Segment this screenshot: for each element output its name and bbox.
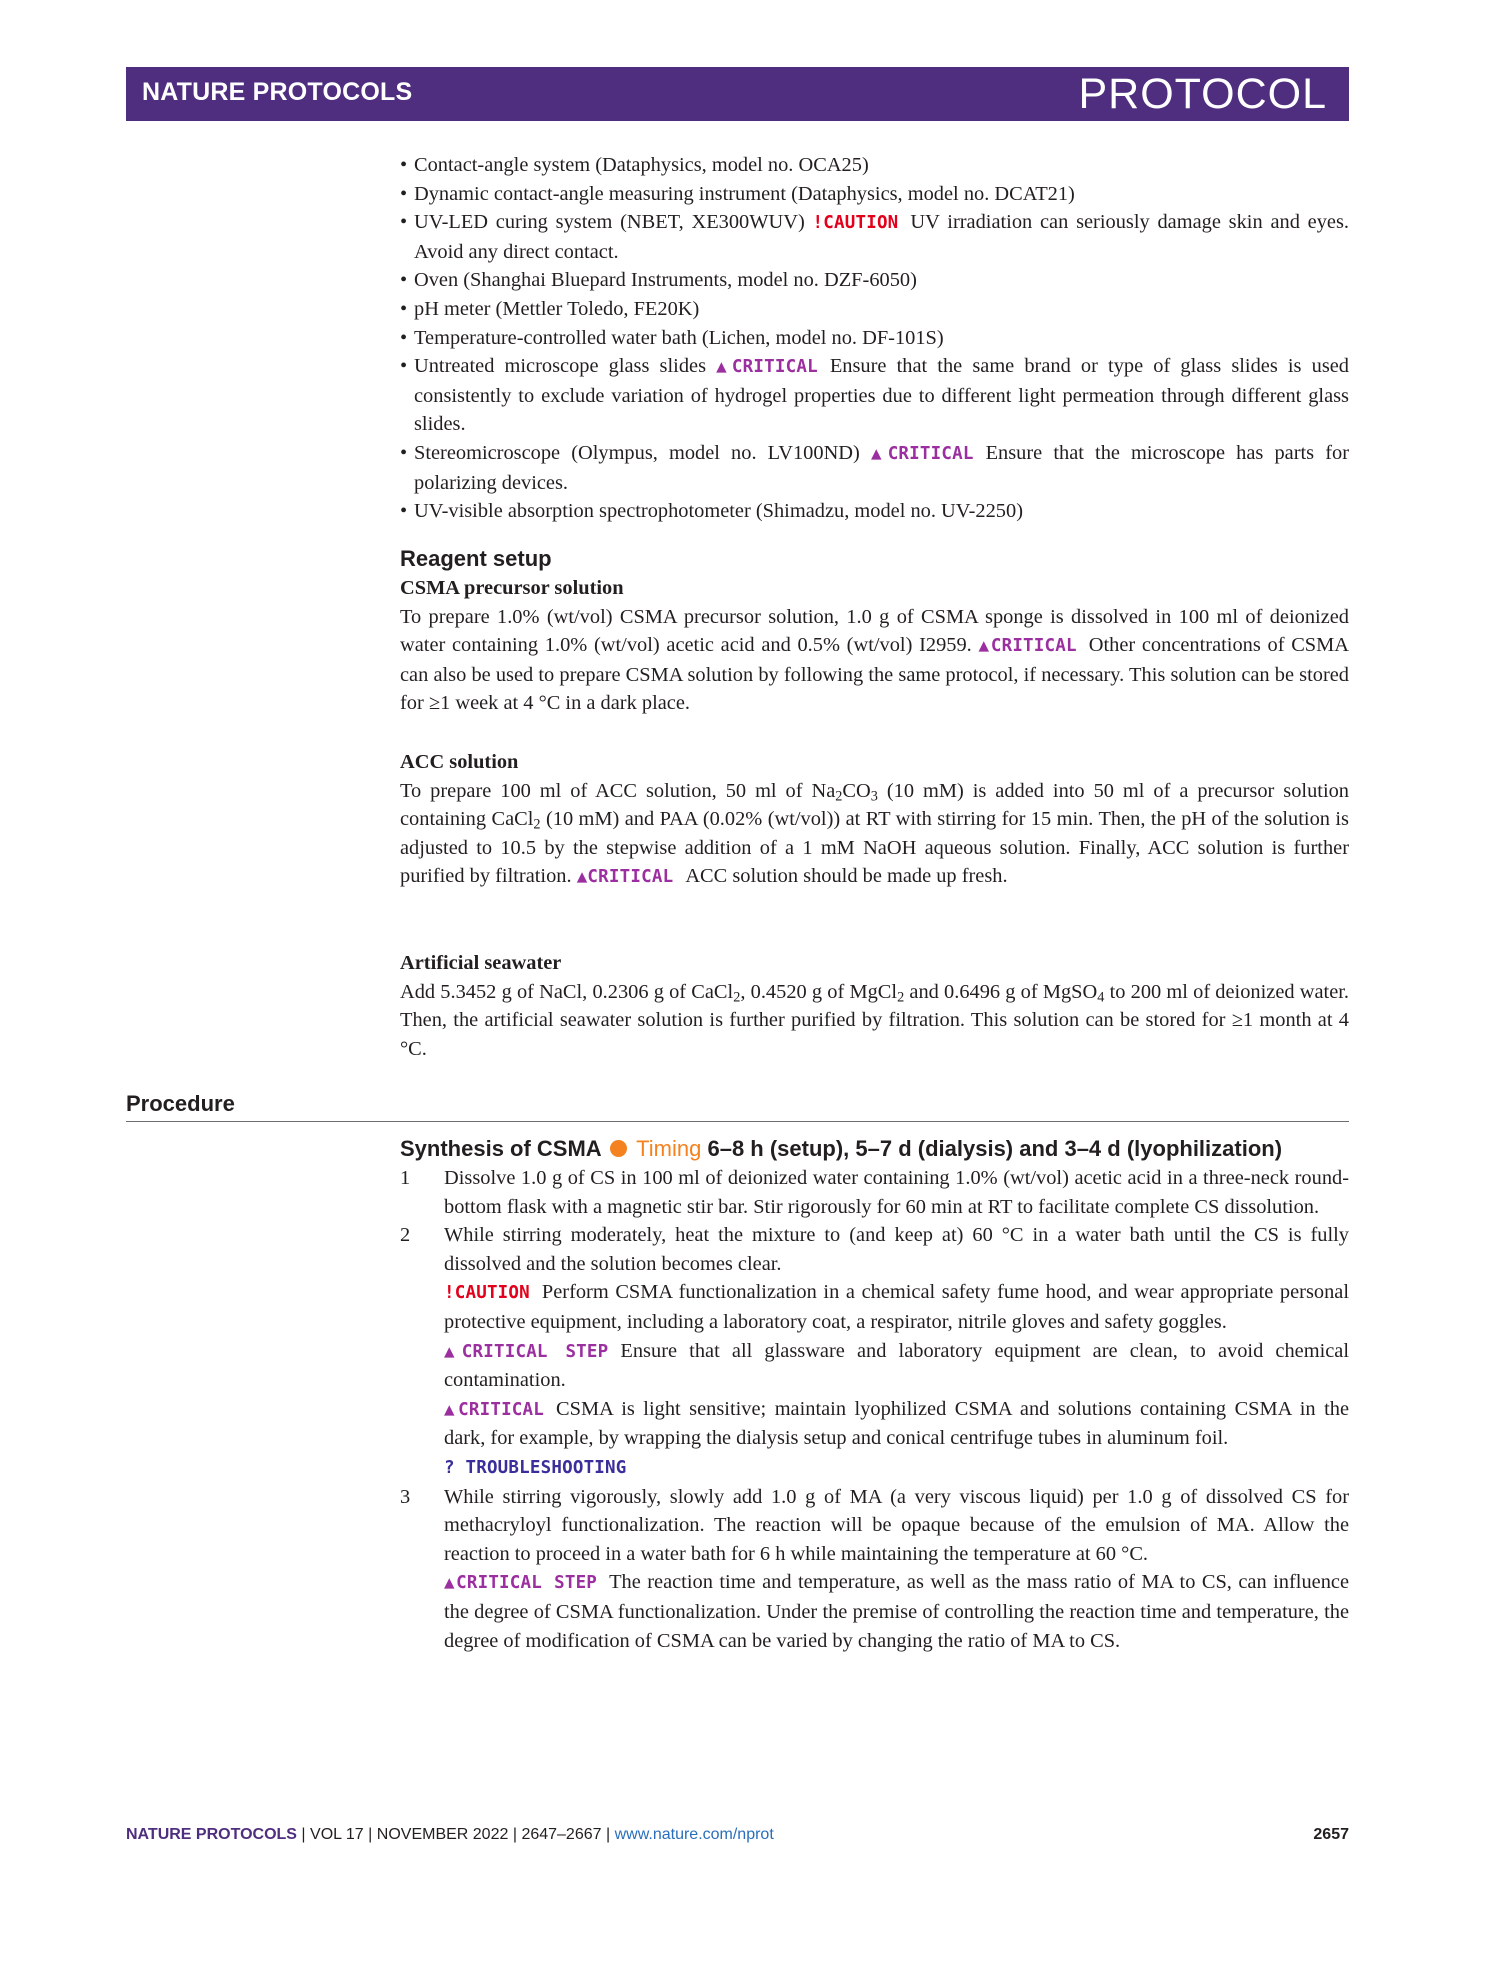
critical-tag: ▲CRITICAL: [870, 443, 974, 464]
footer-journal: NATURE PROTOCOLS: [126, 1826, 297, 1843]
equipment-list: [400, 151, 1349, 526]
equipment-item: • Stereomicroscope (Olympus, model no. LV100ND) ▲CRITICAL Ensure that the microscope has parts for polarizing devices.: [400, 439, 1349, 497]
equipment-item: • Temperature-controlled water bath (Lichen, model no. DF-101S): [400, 324, 1349, 353]
procedure-step: [400, 1164, 1349, 1221]
journal-banner: [126, 67, 1349, 121]
step-number: 2: [400, 1224, 411, 1247]
critical-note: Ensure that the same brand or type of glass slides is used consistently to exclude variation of hydrogel properties due to different light permeation through different glass slides.: [414, 355, 1350, 436]
troubleshooting-tag[interactable]: ? TROUBLESHOOTING: [444, 1457, 627, 1478]
critical-step-block: ▲CRITICAL STEP The reaction time and temperature, as well as the mass ratio of MA to CS, can influence the degree of CSMA functionalization. Under the premise of controlling the reaction time and temperature, the degree of modification of CSMA can be varied by changing the ratio of MA to CS.: [444, 1571, 1349, 1652]
acc-solution-text: To prepare 100 ml of ACC solution, 50 ml of $Na_2CO_3$ (10 mM) is added into 50 ml of a precursor solution containing CaCl$_2$ (10 mM) and PAA (0.02% (wt/vol)) at RT with stirring for 15 min. Then, the pH of the solution is adjusted to 10.5 by the stepwise addition of a 1 mM NaOH aqueous solution. Finally, ACC solution is further purified by filtration. ▲CRITICAL ACC solution should be made up fresh.: [400, 779, 1350, 888]
equipment-item: • Oven (Shanghai Bluepard Instruments, model no. DZF-6050): [400, 266, 1349, 295]
equipment-item: • pH meter (Mettler Toledo, FE20K): [400, 295, 1349, 324]
critical-tag: ▲CRITICAL: [978, 636, 1077, 657]
footer-url[interactable]: www.nature.com/nprot: [614, 1826, 774, 1843]
procedure-step: [400, 1221, 1349, 1482]
footer-volume: VOL 17: [310, 1826, 364, 1843]
reagent-setup-section: [400, 546, 1349, 718]
page-number: 2657: [1313, 1826, 1349, 1843]
step-text: Dissolve 1.0 g of CS in 100 ml of deionized water containing 1.0% (wt/vol) acetic acid in a three-neck round-bottom flask with a magnetic stir bar. Stir rigorously for 60 min at RT to facilitate complete CS dissolution.: [444, 1167, 1349, 1218]
acc-solution-title: ACC solution: [400, 751, 519, 773]
footer-date: NOVEMBER 2022: [376, 1826, 509, 1843]
caution-tag: !CAUTION: [444, 1283, 530, 1304]
critical-block: ▲CRITICAL CSMA is light sensitive; maintain lyophilized CSMA and solutions containing CSMA in the dark, for example, by wrapping the dialysis setup and conical centrifuge tubes in aluminum foil.: [444, 1397, 1350, 1450]
footer-pages: 2647–2667: [521, 1826, 602, 1843]
caution-block: !CAUTION Perform CSMA functionalization in a chemical safety fume hood, and wear appropriate personal protective equipment, including a laboratory coat, a respirator, nitrile gloves and safety goggles.: [444, 1281, 1349, 1333]
equipment-item: • Contact-angle system (Dataphysics, model no. OCA25): [400, 151, 1349, 180]
step-number: 3: [400, 1485, 411, 1508]
critical-tag: ▲CRITICAL: [716, 357, 818, 378]
timing-value: 6–8 h (setup), 5–7 d (dialysis) and 3–4 d (lyophilization): [707, 1136, 1283, 1161]
critical-tag: ▲CRITICAL: [576, 867, 674, 888]
timing-dot-icon: [610, 1140, 627, 1157]
page-footer: NATURE PROTOCOLS | VOL 17 | NOVEMBER 2022 | 2647–2667 | www.nature.com/nprot 2657: [126, 1826, 1349, 1843]
article-type: PROTOCOL: [1078, 70, 1327, 118]
procedure-steps: [400, 1164, 1349, 1655]
synthesis-heading: Synthesis of CSMA Timing 6–8 h (setup), 5–7 d (dialysis) and 3–4 d (lyophilization): [400, 1136, 1283, 1161]
critical-note: Ensure that the microscope has parts for polarizing devices.: [414, 441, 1349, 494]
critical-step-tag: ▲CRITICAL STEP: [444, 1573, 598, 1594]
step-text: While stirring vigorously, slowly add 1.0 g of MA (a very viscous liquid) per 1.0 g of dissolved CS for methacryloyl functionalization. The reaction will be opaque because of the emulsion of MA. Allow the reaction to proceed in a water bath for 6 h while maintaining the temperature at 60 °C.: [444, 1485, 1349, 1565]
csma-precursor-title: CSMA precursor solution: [400, 577, 624, 599]
equipment-item: • Dynamic contact-angle measuring instrument (Dataphysics, model no. DCAT21): [400, 180, 1349, 209]
caution-note: UV irradiation can seriously damage skin and eyes. Avoid any direct contact.: [414, 211, 1349, 263]
seawater-title: Artificial seawater: [400, 952, 562, 974]
critical-tag: ▲CRITICAL: [444, 1399, 545, 1420]
acc-solution-section: [400, 748, 1349, 892]
timing-label: Timing: [636, 1136, 702, 1161]
csma-precursor-text: To prepare 1.0% (wt/vol) CSMA precursor solution, 1.0 g of CSMA sponge is dissolved in 100 ml of deionized water containing 1.0% (wt/vol) acetic acid and 0.5% (wt/vol) I2959. ▲CRITICAL Other concentrations of CSMA can also be used to prepare CSMA solution by following the same protocol, if necessary. This solution can be stored for ≥1 week at 4 °C in a dark place.: [400, 605, 1349, 715]
procedure-step: [400, 1483, 1349, 1656]
critical-step-block: ▲CRITICAL STEP Ensure that all glassware and laboratory equipment are clean, to avoid chemical contamination.: [444, 1339, 1350, 1392]
critical-step-tag: ▲CRITICAL STEP: [444, 1341, 609, 1362]
equipment-item: • UV-LED curing system (NBET, XE300WUV) !CAUTION UV irradiation can seriously damage skin and eyes. Avoid any direct contact.: [400, 208, 1349, 266]
seawater-section: [400, 949, 1349, 1063]
troubleshooting-link[interactable]: [444, 1453, 1349, 1483]
reagent-setup-heading: Reagent setup: [400, 546, 552, 571]
step-text: While stirring moderately, heat the mixture to (and keep at) 60 °C in a water bath until the CS is fully dissolved and the solution becomes clear.: [444, 1224, 1349, 1275]
equipment-item: • UV-visible absorption spectrophotometer (Shimadzu, model no. UV-2250): [400, 497, 1349, 526]
journal-name: NATURE PROTOCOLS: [142, 78, 413, 106]
procedure-divider: [126, 1121, 1349, 1122]
procedure-label: Procedure: [126, 1091, 235, 1116]
equipment-item: • Untreated microscope glass slides ▲CRITICAL Ensure that the same brand or type of glass slides is used consistently to exclude variation of hydrogel properties due to different light permeation through different glass slides.: [400, 352, 1349, 439]
caution-tag: !CAUTION: [812, 213, 899, 234]
seawater-text: Add 5.3452 g of NaCl, 0.2306 g of CaCl$_2$, 0.4520 g of MgCl$_2$ and 0.6496 g of MgSO$_4$ to 200 ml of deionized water. Then, the artificial seawater solution is further purified by filtration. This solution can be stored for ≥1 month at 4 °C.: [400, 980, 1350, 1060]
step-number: 1: [400, 1167, 411, 1189]
